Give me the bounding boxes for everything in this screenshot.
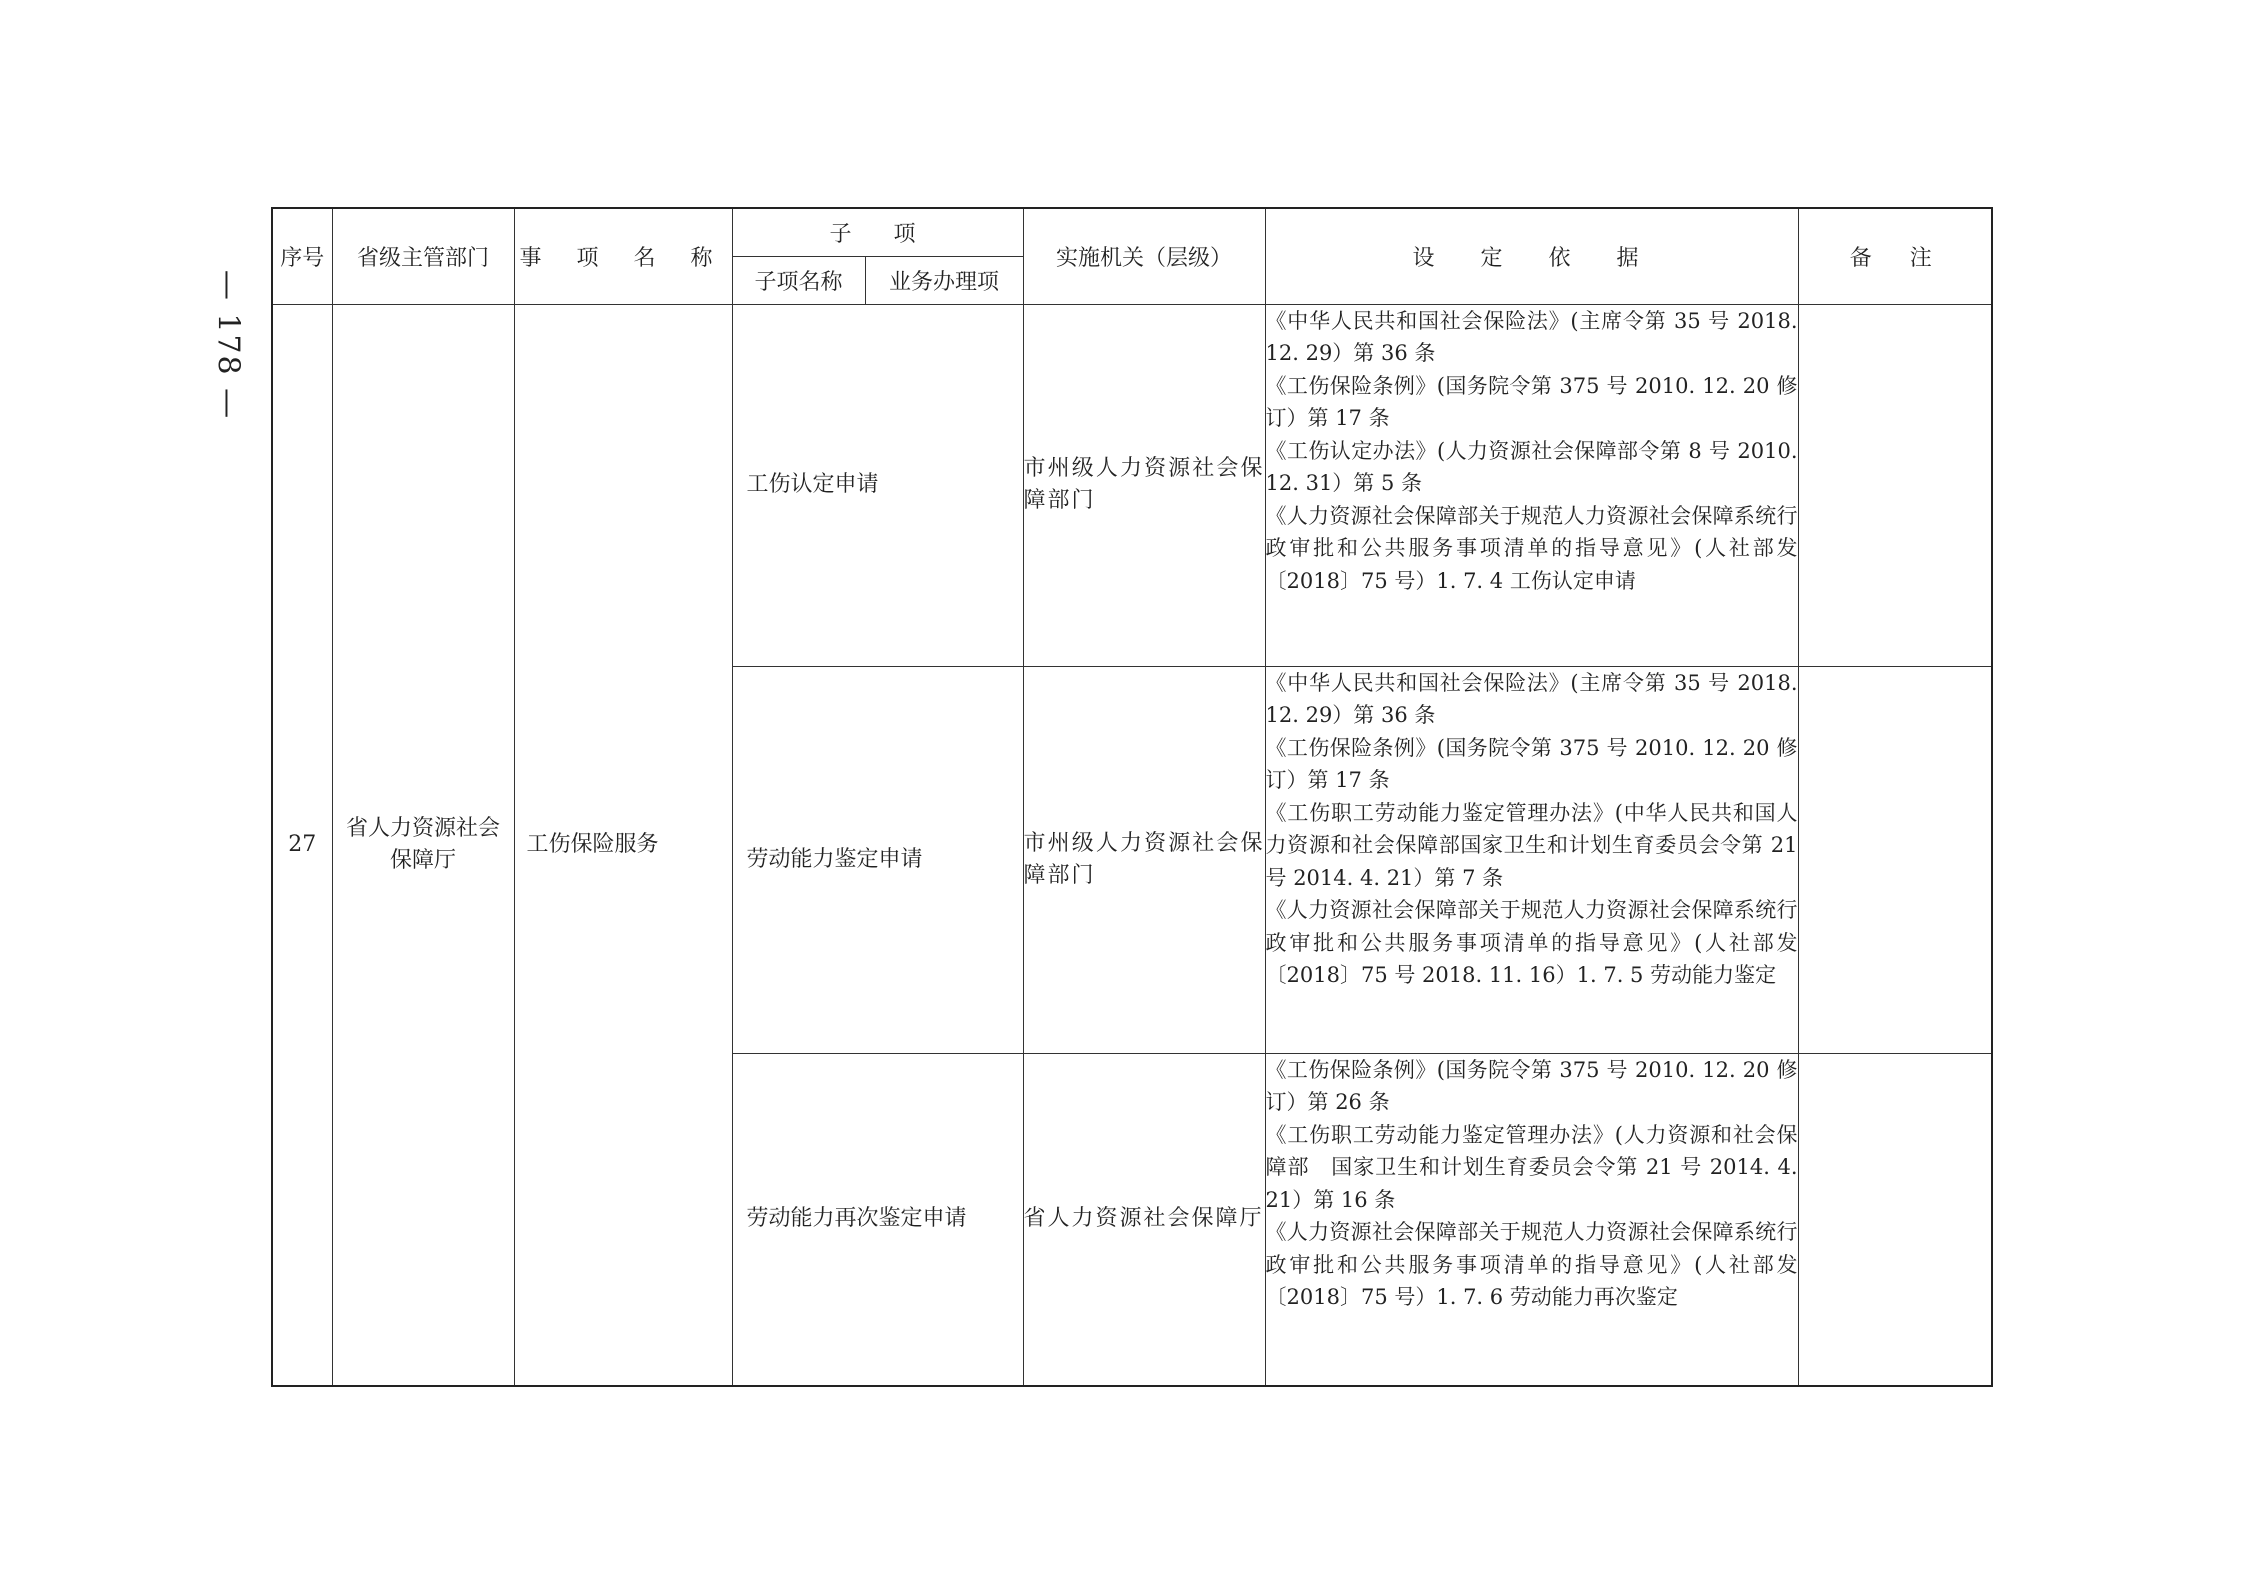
header-seq: 序号 [272,208,332,304]
page-number-text: — 178 — [210,269,246,421]
header-sub-item-name: 子项名称 [732,256,865,304]
basis-line: 《工伤保险条例》(国务院令第 375 号 2010. 12. 20 修订）第 17 条 [1265,373,1798,430]
basis-line: 《工伤保险条例》(国务院令第 375 号 2010. 12. 20 修订）第 17 条 [1265,735,1798,792]
basis-line: 《人力资源社会保障部关于规范人力资源社会保障系统行政审批和公共服务事项清单的指导意见》(人社部发〔2018〕75 号）1. 7. 4 工伤认定申请 [1265,503,1798,593]
header-item-name: 事 项 名 称 [514,208,732,304]
seq-cell: 27 [272,304,332,1386]
basis-line: 《中华人民共和国社会保险法》(主席令第 35 号 2018. 12. 29）第 36 条 [1265,670,1805,727]
basis-line: 《工伤职工劳动能力鉴定管理办法》(中华人民共和国人力资源和社会保障部国家卫生和计划生育委员会令第 21 号 2014. 4. 21）第 7 条 [1265,800,1805,890]
sub-item-name-cell: 劳动能力再次鉴定申请 [732,1053,1023,1386]
header-sub-item: 子 项 [732,208,1023,256]
agency-cell: 市州级人力资源社会保障部门 [1023,666,1265,1053]
header-dept: 省级主管部门 [332,208,514,304]
basis-line: 《工伤保险条例》(国务院令第 375 号 2010. 12. 20 修订）第 26 条 [1265,1057,1798,1114]
item-name-cell: 工伤保险服务 [514,304,732,1386]
basis-cell [1265,1053,1805,1386]
service-items-table [271,207,1993,1387]
table-row [272,304,1992,666]
basis-cell [1265,666,1805,1053]
header-business-item: 业务办理项 [865,256,1023,304]
dept-text: 省人力资源社会保障厅 [345,815,500,873]
basis-line: 《中华人民共和国社会保险法》(主席令第 35 号 2018. 12. 29）第 36 条 [1265,308,1805,365]
remarks-cell [1798,304,1992,666]
remarks-cell [1798,666,1992,1053]
sub-item-name-cell: 劳动能力鉴定申请 [732,666,1023,1053]
remarks-cell [1798,1053,1992,1386]
basis-line: 《工伤职工劳动能力鉴定管理办法》(人力资源和社会保障部 国家卫生和计划生育委员会令第 21 号 2014. 4. 21）第 16 条 [1265,1122,1805,1212]
basis-line: 《工伤认定办法》(人力资源社会保障部令第 8 号 2010. 12. 31）第 5 条 [1265,438,1805,495]
header-remarks: 备 注 [1798,208,1992,304]
header-basis: 设 定 依 据 [1265,208,1798,304]
page-number [178,245,278,445]
header-agency: 实施机关（层级） [1023,208,1265,304]
basis-cell [1265,304,1805,666]
dept-cell [332,304,514,1386]
basis-line: 《人力资源社会保障部关于规范人力资源社会保障系统行政审批和公共服务事项清单的指导意见》(人社部发〔2018〕75 号 2018. 11. 16）1. 7. 5 劳动能力鉴定 [1265,898,1798,987]
basis-line: 《人力资源社会保障部关于规范人力资源社会保障系统行政审批和公共服务事项清单的指导意见》(人社部发〔2018〕75 号）1. 7. 6 劳动能力再次鉴定 [1265,1220,1798,1309]
sub-item-name-cell: 工伤认定申请 [732,304,1023,666]
agency-cell: 市州级人力资源社会保障部门 [1023,304,1265,666]
agency-cell: 省人力资源社会保障厅 [1023,1053,1265,1386]
